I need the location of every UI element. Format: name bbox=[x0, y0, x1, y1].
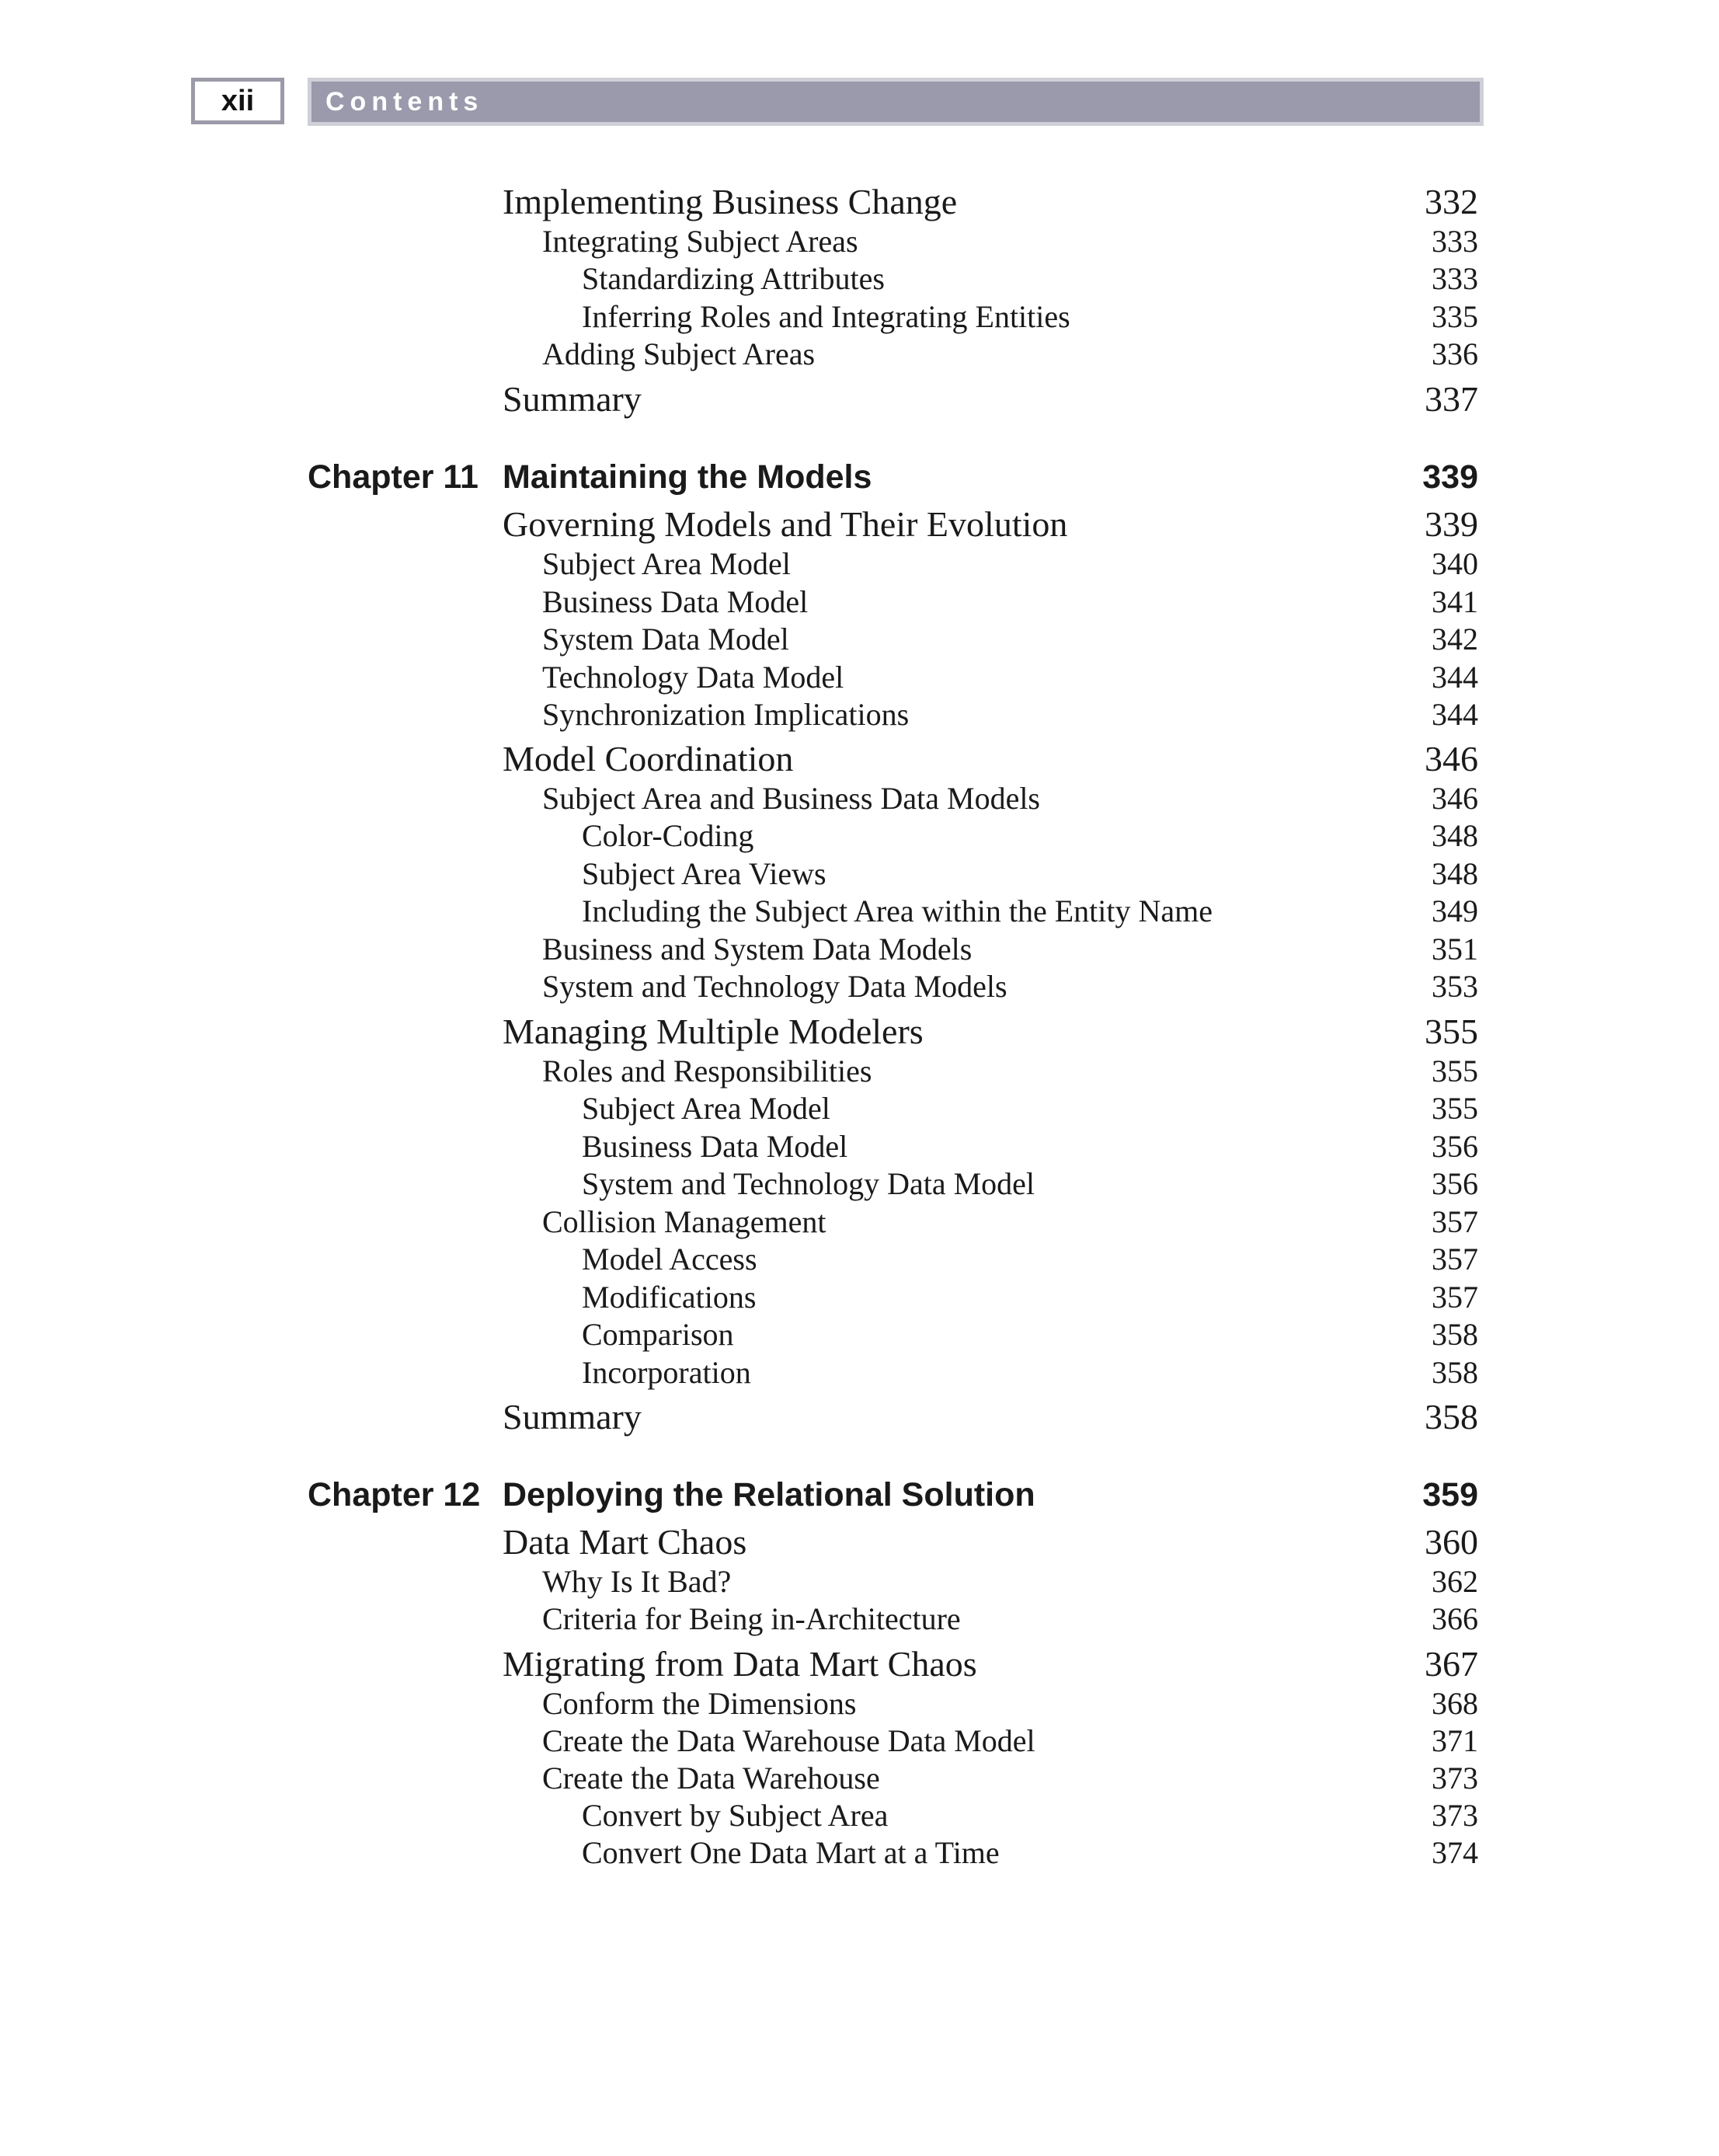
toc-entry-page: 357 bbox=[1432, 1280, 1478, 1315]
toc-entry-title: Criteria for Being in-Architecture bbox=[542, 1601, 961, 1636]
toc-entry-page: 341 bbox=[1432, 584, 1478, 619]
toc-entry-title: Integrating Subject Areas bbox=[542, 224, 858, 259]
toc-entry-title: Model Access bbox=[582, 1242, 757, 1277]
chapter-title: Deploying the Relational Solution bbox=[503, 1476, 1035, 1513]
toc-entry-page: 335 bbox=[1432, 299, 1478, 334]
toc-entry-page: 344 bbox=[1432, 660, 1478, 695]
toc-entry-title: Business Data Model bbox=[582, 1129, 848, 1164]
toc-entry-page: 339 bbox=[1425, 504, 1478, 544]
toc-entry-page: 353 bbox=[1432, 969, 1478, 1004]
toc-entry-title: Migrating from Data Mart Chaos bbox=[503, 1644, 977, 1684]
toc-entry-title: Including the Subject Area within the Entity Name bbox=[582, 893, 1213, 928]
toc-entry-title: Adding Subject Areas bbox=[542, 336, 816, 371]
chapter-page: 359 bbox=[1422, 1476, 1478, 1513]
toc-entry-title: Incorporation bbox=[582, 1355, 751, 1390]
toc-entry-page: 373 bbox=[1432, 1798, 1478, 1833]
toc-entry-page: 355 bbox=[1432, 1054, 1478, 1088]
toc-entry-title: Subject Area Views bbox=[582, 856, 826, 891]
toc-entry-title: Create the Data Warehouse Data Model bbox=[542, 1723, 1035, 1758]
toc-entry-title: Implementing Business Change bbox=[503, 182, 958, 221]
toc-entry-page: 332 bbox=[1425, 182, 1478, 221]
running-header bbox=[308, 78, 1484, 126]
toc-entry-page: 342 bbox=[1432, 622, 1478, 657]
toc-entry-title: Business and System Data Models bbox=[542, 932, 973, 967]
toc-entry-title: Governing Models and Their Evolution bbox=[503, 504, 1068, 544]
toc-entry-page: 349 bbox=[1432, 893, 1478, 928]
toc-entry-title: Technology Data Model bbox=[542, 660, 844, 695]
toc-entry-title: Inferring Roles and Integrating Entities bbox=[582, 299, 1070, 334]
toc-entry-page: 368 bbox=[1432, 1686, 1478, 1721]
page-number: xii bbox=[191, 78, 284, 124]
toc-entry-title: Model Coordination bbox=[503, 739, 794, 778]
toc-entry-page: 348 bbox=[1432, 818, 1478, 853]
toc-entry-title: Conform the Dimensions bbox=[542, 1686, 857, 1721]
toc-entry-page: 333 bbox=[1432, 224, 1478, 259]
toc-entry-page: 371 bbox=[1432, 1723, 1478, 1758]
toc-entry-title: System and Technology Data Models bbox=[542, 969, 1007, 1004]
toc-entry-page: 348 bbox=[1432, 856, 1478, 891]
toc-entry-title: Why Is It Bad? bbox=[542, 1564, 732, 1599]
toc-entry-page: 367 bbox=[1425, 1644, 1478, 1684]
toc-entry-title: Business Data Model bbox=[542, 584, 809, 619]
toc-entry-title: Synchronization Implications bbox=[542, 697, 910, 732]
toc-entry-title: Subject Area and Business Data Models bbox=[542, 781, 1040, 816]
toc-entry-page: 346 bbox=[1432, 781, 1478, 816]
toc-entry-title: Summary bbox=[503, 1397, 642, 1437]
toc-entry-page: 360 bbox=[1425, 1522, 1478, 1562]
toc-entry-page: 340 bbox=[1432, 546, 1478, 581]
toc-entry-title: Modifications bbox=[582, 1280, 757, 1315]
toc-entry-page: 333 bbox=[1432, 261, 1478, 296]
header-title: Contents bbox=[325, 86, 484, 117]
toc-entry-page: 358 bbox=[1425, 1397, 1478, 1437]
toc-entry-page: 357 bbox=[1432, 1242, 1478, 1277]
toc-entry-title: Color-Coding bbox=[582, 818, 754, 853]
toc-entry-page: 356 bbox=[1432, 1166, 1478, 1201]
toc-entry-page: 337 bbox=[1425, 379, 1478, 419]
chapter-label: Chapter 12 bbox=[308, 1476, 481, 1513]
toc-entry-title: Summary bbox=[503, 379, 642, 419]
toc-entry-title: Convert One Data Mart at a Time bbox=[582, 1835, 1000, 1870]
toc-entry-title: Collision Management bbox=[542, 1204, 826, 1239]
toc-entry-page: 358 bbox=[1432, 1355, 1478, 1390]
toc-entry-page: 373 bbox=[1432, 1761, 1478, 1796]
toc-entry-title: System and Technology Data Model bbox=[582, 1166, 1035, 1201]
toc-entry-page: 362 bbox=[1432, 1564, 1478, 1599]
toc-entry-title: Convert by Subject Area bbox=[582, 1798, 889, 1833]
toc-entry-page: 374 bbox=[1432, 1835, 1478, 1870]
toc-entry-page: 366 bbox=[1432, 1601, 1478, 1636]
toc-entry-title: Subject Area Model bbox=[582, 1091, 830, 1126]
toc-entry-page: 336 bbox=[1432, 336, 1478, 371]
toc-entry-title: Managing Multiple Modelers bbox=[503, 1012, 924, 1051]
toc-entry-page: 351 bbox=[1432, 932, 1478, 967]
chapter-title: Maintaining the Models bbox=[503, 458, 872, 496]
chapter-label: Chapter 11 bbox=[308, 458, 478, 496]
toc-entry-page: 344 bbox=[1432, 697, 1478, 732]
toc-entry-page: 355 bbox=[1425, 1012, 1478, 1051]
toc-entry-title: Comparison bbox=[582, 1317, 734, 1352]
toc-entry-title: Subject Area Model bbox=[542, 546, 791, 581]
toc-entry-page: 346 bbox=[1425, 739, 1478, 778]
toc-entry-page: 355 bbox=[1432, 1091, 1478, 1126]
toc-entry-title: Roles and Responsibilities bbox=[542, 1054, 872, 1088]
toc-entry-page: 357 bbox=[1432, 1204, 1478, 1239]
toc-entry-page: 356 bbox=[1432, 1129, 1478, 1164]
toc-entry-title: Create the Data Warehouse bbox=[542, 1761, 880, 1796]
toc-entry-title: Standardizing Attributes bbox=[582, 261, 885, 296]
chapter-page: 339 bbox=[1422, 458, 1478, 496]
toc-entry-title: Data Mart Chaos bbox=[503, 1522, 747, 1562]
toc-entry-page: 358 bbox=[1432, 1317, 1478, 1352]
toc-entry-title: System Data Model bbox=[542, 622, 789, 657]
